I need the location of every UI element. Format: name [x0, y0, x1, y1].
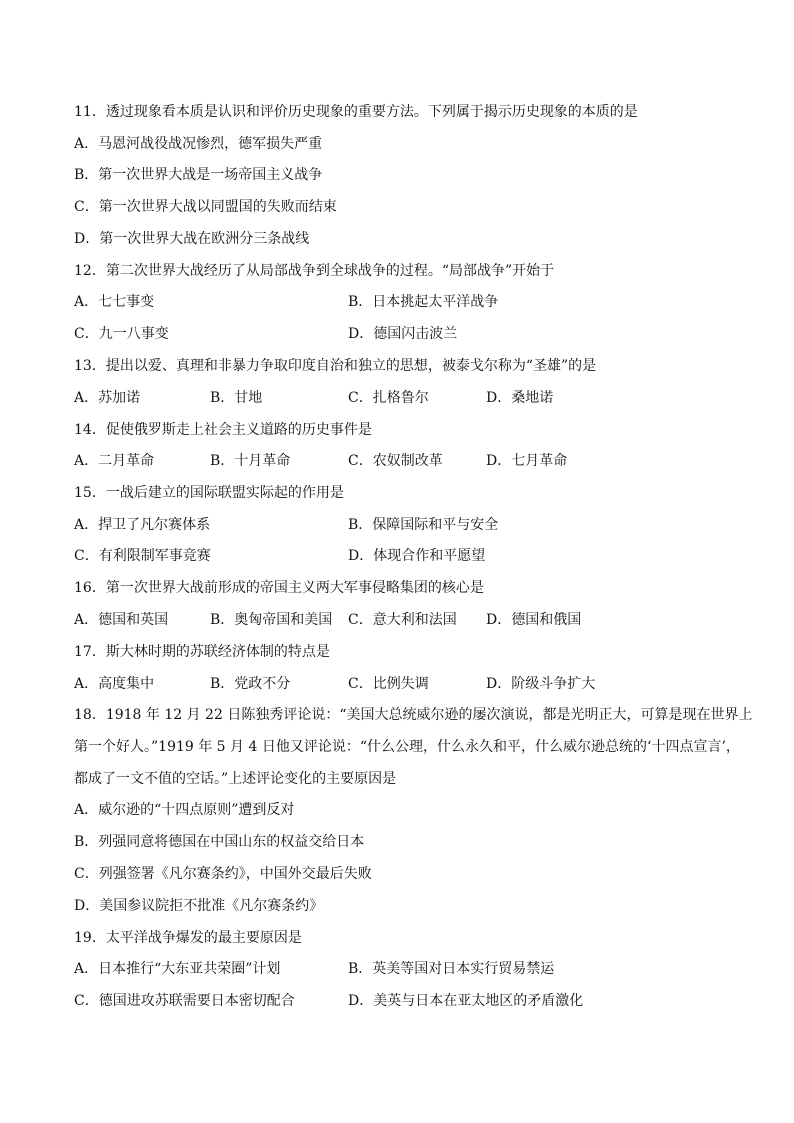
question-12-option-c: C．九一八事变: [74, 326, 169, 342]
question-15-option-a: A．捍卫了凡尔赛体系: [74, 517, 211, 533]
question-15-option-c: C．有利限制军事竞赛: [74, 548, 211, 564]
question-13-stem: 13．提出以爱、真理和非暴力争取印度自治和独立的思想，被泰戈尔称为“圣雄”的是: [74, 358, 597, 374]
question-13-option-a: A．苏加诺: [74, 390, 141, 406]
question-18-stem-line-3: 都成了一文不值的空话。”上述评论变化的主要原因是: [74, 771, 397, 787]
question-14-stem: 14．促使俄罗斯走上社会主义道路的历史事件是: [74, 422, 372, 438]
question-13-option-b: B．甘地: [210, 390, 263, 406]
question-18-option-d: D．美国参议院拒不批准《凡尔赛条约》: [74, 898, 324, 914]
question-11-stem: 11．透过现象看本质是认识和评价历史现象的重要方法。下列属于揭示历史现象的本质的是: [74, 104, 638, 120]
question-14-option-d: D．七月革命: [486, 453, 568, 469]
question-17-option-d: D．阶级斗争扩大: [486, 676, 596, 692]
question-12-option-b: B．日本挑起太平洋战争: [348, 294, 499, 310]
question-11-option-c: C．第一次世界大战以同盟国的失败而结束: [74, 199, 337, 215]
question-19-option-d: D．美英与日本在亚太地区的矛盾激化: [348, 993, 584, 1009]
question-13-option-c: C．扎格鲁尔: [348, 390, 429, 406]
question-16-stem: 16．第一次世界大战前形成的帝国主义两大军事侵略集团的核心是: [74, 580, 484, 596]
question-14-option-c: C．农奴制改革: [348, 453, 443, 469]
question-11-option-a: A．马恩河战役战况惨烈，德军损失严重: [74, 136, 323, 152]
question-12-option-a: A．七七事变: [74, 294, 155, 310]
question-13-option-d: D．桑地诺: [486, 390, 554, 406]
question-11-option-d: D．第一次世界大战在欧洲分三条战线: [74, 231, 310, 247]
question-19-stem: 19．太平洋战争爆发的最主要原因是: [74, 930, 302, 946]
question-18-option-c: C．列强签署《凡尔赛条约》，中国外交最后失败: [74, 866, 372, 882]
question-19-option-c: C．德国进攻苏联需要日本密切配合: [74, 993, 295, 1009]
question-16-option-a: A．德国和英国: [74, 612, 169, 628]
question-16-option-d: D．德国和俄国: [486, 612, 582, 628]
question-12-stem: 12．第二次世界大战经历了从局部战争到全球战争的过程。“局部战争”开始于: [74, 263, 555, 279]
question-11-option-b: B．第一次世界大战是一场帝国主义战争: [74, 167, 323, 183]
question-16-option-b: B．奥匈帝国和美国: [210, 612, 333, 628]
question-17-option-a: A．高度集中: [74, 676, 155, 692]
question-12-option-d: D．德国闪击波兰: [348, 326, 458, 342]
question-18-stem-line-1: 18．1918 年 12 月 22 日陈独秀评论说：“美国大总统威尔逊的屡次演说，都是光明正大，可算是现在世界上: [74, 707, 753, 723]
question-14-option-b: B．十月革命: [210, 453, 291, 469]
question-15-stem: 15．一战后建立的国际联盟实际起的作用是: [74, 485, 344, 501]
question-17-option-b: B．党政不分: [210, 676, 291, 692]
question-18-stem-line-2: 第一个好人。”1919 年 5 月 4 日他又评论说：“什么公理，什么永久和平，什么威尔逊总统的‘十四点宣言’，: [74, 739, 740, 755]
question-17-stem: 17．斯大林时期的苏联经济体制的特点是: [74, 644, 330, 660]
question-18-option-b: B．列强同意将德国在中国山东的权益交给日本: [74, 834, 365, 850]
question-19-option-b: B．英美等国对日本实行贸易禁运: [348, 961, 555, 977]
question-14-option-a: A．二月革命: [74, 453, 155, 469]
question-15-option-b: B．保障国际和平与安全: [348, 517, 499, 533]
question-19-option-a: A．日本推行“大东亚共荣圈”计划: [74, 961, 281, 977]
question-16-option-c: C．意大利和法国: [348, 612, 457, 628]
question-15-option-d: D．体现合作和平愿望: [348, 548, 486, 564]
question-18-option-a: A．威尔逊的“十四点原则”遭到反对: [74, 802, 295, 818]
question-17-option-c: C．比例失调: [348, 676, 429, 692]
